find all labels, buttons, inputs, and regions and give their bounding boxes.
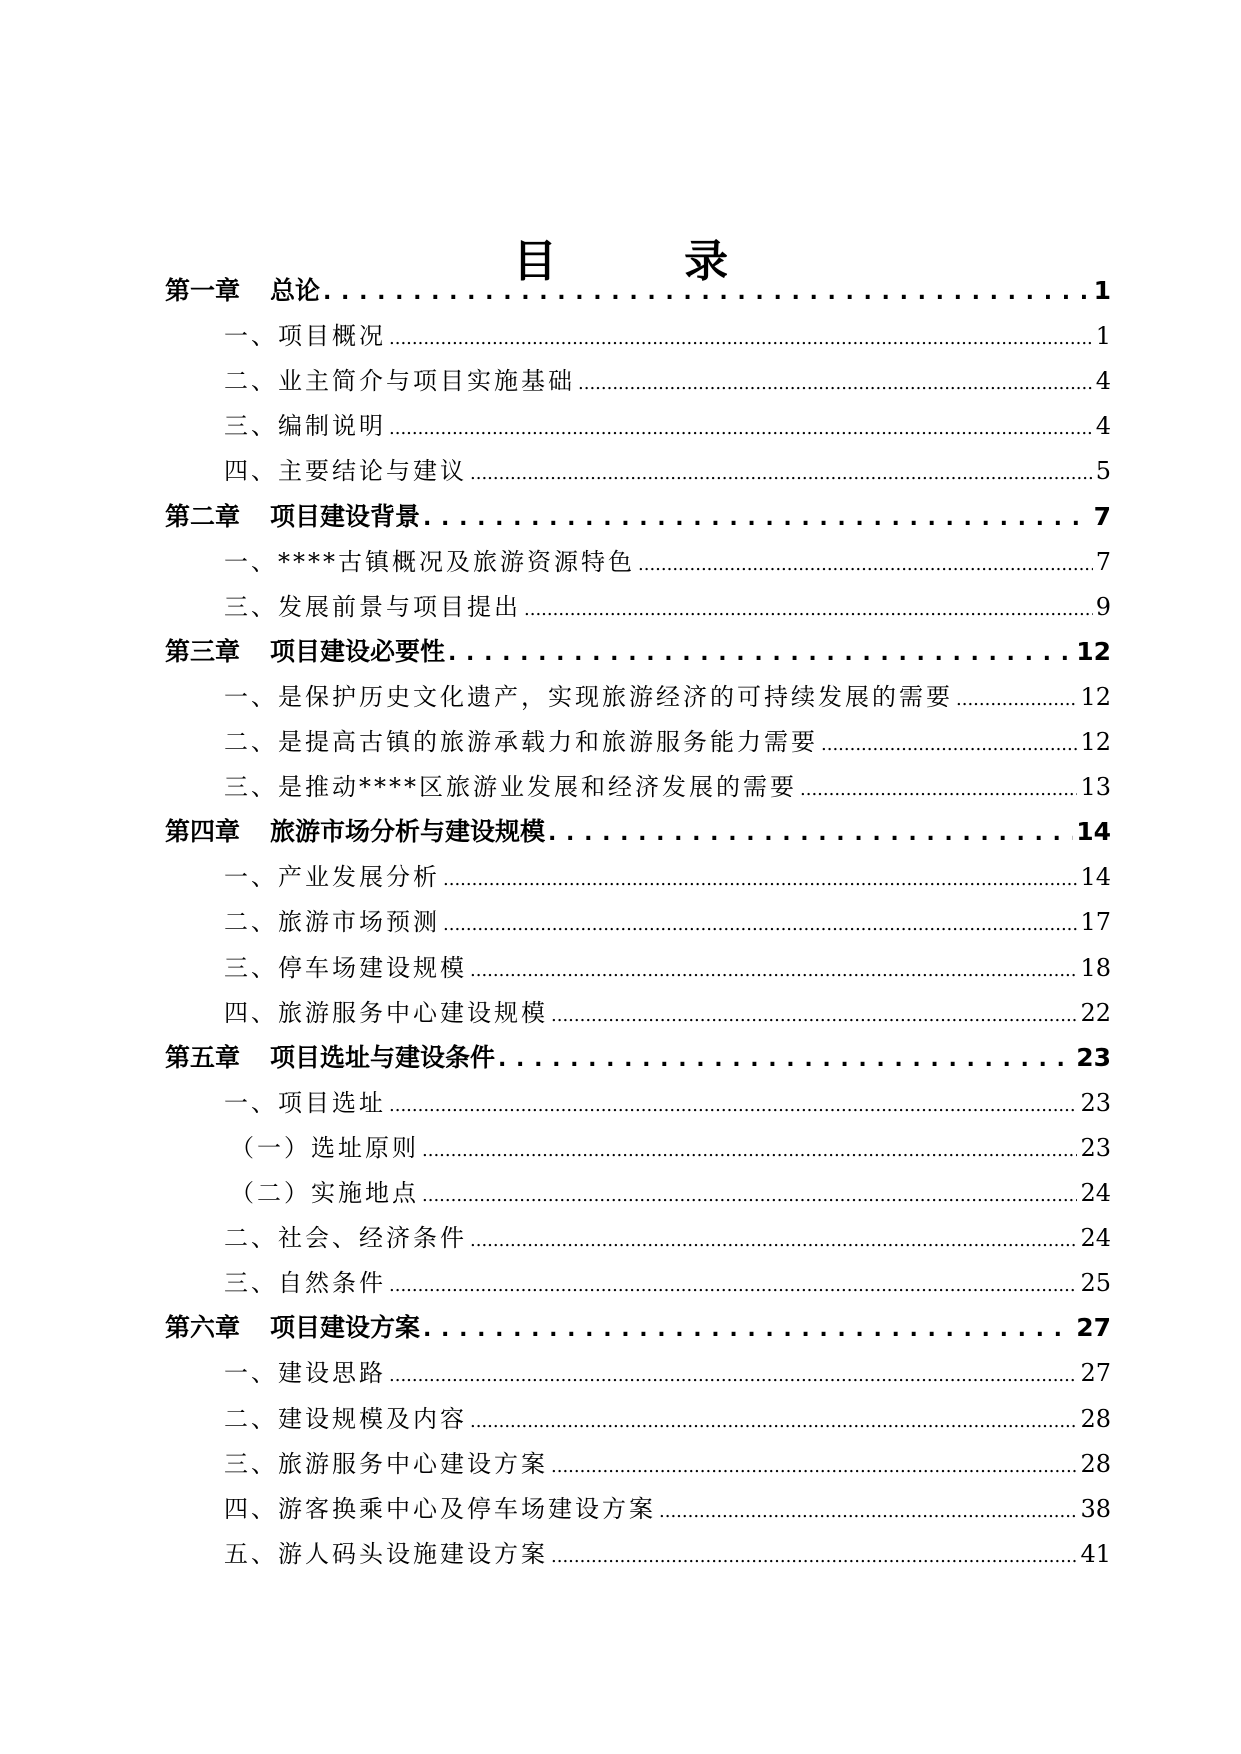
toc-entry-title: 一、是保护历史文化遗产，实现旅游经济的可持续发展的需要 [224, 682, 953, 711]
toc-dot-leader [389, 1359, 1077, 1387]
toc-chapter-entry[interactable] [165, 1308, 1111, 1346]
toc-page-number: 38 [1080, 1494, 1111, 1523]
toc-entry-title: 二、建设规模及内容 [224, 1404, 467, 1433]
toc-page-number: 27 [1080, 1359, 1111, 1388]
toc-section-entry[interactable] [224, 316, 1111, 354]
toc-dot-leader [548, 817, 1073, 846]
toc-dot-leader [551, 1540, 1077, 1568]
toc-dot-leader [659, 1495, 1077, 1523]
toc-section-entry[interactable] [224, 1353, 1111, 1391]
toc-dot-leader [551, 999, 1077, 1027]
toc-entry-title: 四、游客换乘中心及停车场建设方案 [224, 1494, 656, 1523]
toc-section-entry[interactable] [230, 1128, 1111, 1166]
toc-page-number: 5 [1095, 457, 1111, 486]
toc-dot-leader [470, 954, 1077, 982]
toc-chapter-entry[interactable] [165, 812, 1111, 850]
toc-section-entry[interactable] [224, 993, 1111, 1031]
toc-section-entry[interactable] [224, 1489, 1111, 1527]
toc-page-number: 7 [1095, 547, 1111, 576]
toc-section-entry[interactable] [224, 722, 1111, 760]
toc-dot-leader [389, 1269, 1077, 1297]
toc-entry-title: 项目建设背景 [270, 501, 421, 531]
toc-entry-title: 旅游市场分析与建设规模 [270, 817, 546, 847]
toc-entry-title: 二、业主简介与项目实施基础 [224, 367, 575, 396]
toc-entry-title: 二、旅游市场预测 [224, 908, 440, 937]
toc-dot-leader [524, 593, 1093, 621]
toc-dot-leader [578, 367, 1093, 395]
toc-entry-title: 二、社会、经济条件 [224, 1224, 467, 1253]
toc-entry-title: 一、产业发展分析 [224, 863, 440, 892]
toc-section-entry[interactable] [224, 587, 1111, 625]
toc-dot-leader [389, 322, 1093, 350]
toc-section-entry[interactable] [230, 1173, 1111, 1211]
toc-entry-title: 五、游人码头设施建设方案 [224, 1539, 548, 1568]
toc-entry-title: 项目建设必要性 [270, 636, 446, 666]
toc-chapter-number: 第五章 [165, 1042, 241, 1072]
toc-entry-title: 一、****古镇概况及旅游资源特色 [224, 547, 635, 576]
toc-dot-leader [448, 637, 1073, 666]
toc-entry-title: 二、是提高古镇的旅游承载力和旅游服务能力需要 [224, 728, 818, 756]
toc-chapter-entry[interactable] [165, 497, 1111, 535]
toc-page-number: 24 [1080, 1224, 1111, 1253]
toc-page-number: 17 [1080, 908, 1111, 937]
toc-entry-title: 一、项目选址 [224, 1088, 386, 1117]
toc-page-number: 18 [1080, 953, 1111, 982]
toc-page-number: 12 [1080, 682, 1111, 711]
toc-chapter-entry[interactable] [165, 271, 1111, 309]
toc-page-number: 9 [1095, 592, 1111, 621]
toc-dot-leader [389, 412, 1093, 440]
toc-page-number: 13 [1080, 773, 1111, 802]
toc-dot-leader [422, 1134, 1077, 1162]
toc-chapter-number: 第二章 [165, 501, 241, 531]
toc-page-number: 12 [1080, 728, 1111, 756]
toc-entry-title: 三、自然条件 [224, 1269, 386, 1298]
toc-page-number: 23 [1080, 1133, 1111, 1162]
toc-entry-title: 一、建设思路 [224, 1359, 386, 1388]
toc-page-number: 22 [1080, 998, 1111, 1027]
toc-page-number: 28 [1080, 1449, 1111, 1478]
toc-dot-leader [423, 502, 1091, 531]
toc-section-entry[interactable] [224, 1218, 1111, 1256]
toc-dot-leader [956, 683, 1077, 711]
toc-section-entry[interactable] [224, 857, 1111, 895]
toc-entry-title: 三、是推动****区旅游业发展和经济发展的需要 [224, 773, 797, 802]
toc-dot-leader [423, 1313, 1073, 1342]
toc-section-entry[interactable] [224, 1263, 1111, 1301]
toc-dot-leader [422, 1179, 1077, 1207]
toc-entry-title: 三、发展前景与项目提出 [224, 592, 521, 621]
toc-entry-title: 四、旅游服务中心建设规模 [224, 998, 548, 1027]
toc-page-number: 14 [1080, 863, 1111, 892]
toc-section-entry[interactable] [224, 902, 1111, 940]
toc-dot-leader [470, 457, 1093, 485]
toc-page-number: 7 [1093, 501, 1111, 531]
toc-dot-leader [443, 908, 1077, 936]
toc-dot-leader [443, 863, 1077, 891]
toc-section-entry[interactable] [224, 542, 1111, 580]
toc-entry-title: 总论 [270, 276, 321, 305]
toc-dot-leader [470, 1224, 1077, 1252]
toc-section-entry[interactable] [224, 1399, 1111, 1437]
toc-section-entry[interactable] [224, 406, 1111, 444]
toc-entry-title: 一、项目概况 [224, 322, 386, 351]
toc-page-number: 28 [1080, 1404, 1111, 1433]
toc-chapter-number: 第一章 [165, 276, 241, 305]
toc-page-number: 41 [1080, 1539, 1111, 1568]
toc-page-number: 27 [1076, 1313, 1111, 1343]
toc-dot-leader [638, 548, 1093, 576]
toc-section-entry[interactable] [224, 948, 1111, 986]
toc-dot-leader [470, 1405, 1077, 1433]
page-title: 目 录 [512, 236, 785, 287]
toc-page-number: 23 [1076, 1042, 1111, 1072]
toc-entry-title: 四、主要结论与建议 [224, 457, 467, 486]
toc-entry-title: 项目选址与建设条件 [270, 1042, 496, 1072]
toc-dot-leader [821, 728, 1077, 756]
toc-page-number: 4 [1095, 412, 1111, 441]
toc-entry-title: 三、旅游服务中心建设方案 [224, 1449, 548, 1478]
toc-page-number: 1 [1093, 276, 1111, 305]
toc-entry-title: 三、停车场建设规模 [224, 953, 467, 982]
toc-page-number: 23 [1080, 1088, 1111, 1117]
toc-dot-leader [498, 1043, 1073, 1072]
toc-dot-leader [551, 1450, 1077, 1478]
toc-section-entry[interactable] [224, 1534, 1111, 1572]
toc-dot-leader [323, 276, 1091, 305]
toc-entry-title: （一）选址原则 [230, 1133, 419, 1162]
toc-chapter-number: 第四章 [165, 817, 241, 847]
toc-section-entry[interactable] [224, 1083, 1111, 1121]
toc-entry-title: 项目建设方案 [270, 1313, 421, 1343]
toc-section-entry[interactable] [224, 361, 1111, 399]
toc-page-number: 12 [1076, 636, 1111, 666]
toc-section-entry[interactable] [224, 767, 1111, 805]
toc-page-number: 1 [1095, 322, 1111, 351]
toc-chapter-entry[interactable] [165, 632, 1111, 670]
toc-entry-title: （二）实施地点 [230, 1179, 419, 1207]
toc-page-number: 24 [1080, 1179, 1111, 1207]
toc-section-entry[interactable] [224, 1444, 1111, 1482]
toc-dot-leader [800, 773, 1077, 801]
toc-page-number: 14 [1076, 817, 1111, 847]
toc-section-entry[interactable] [224, 677, 1111, 715]
toc-chapter-number: 第三章 [165, 636, 241, 666]
toc-entry-title: 三、编制说明 [224, 412, 386, 441]
toc-page-number: 4 [1095, 367, 1111, 396]
toc-dot-leader [389, 1089, 1077, 1117]
toc-chapter-number: 第六章 [165, 1313, 241, 1343]
toc-page-number: 25 [1080, 1269, 1111, 1298]
toc-section-entry[interactable] [224, 451, 1111, 489]
toc-chapter-entry[interactable] [165, 1038, 1111, 1076]
